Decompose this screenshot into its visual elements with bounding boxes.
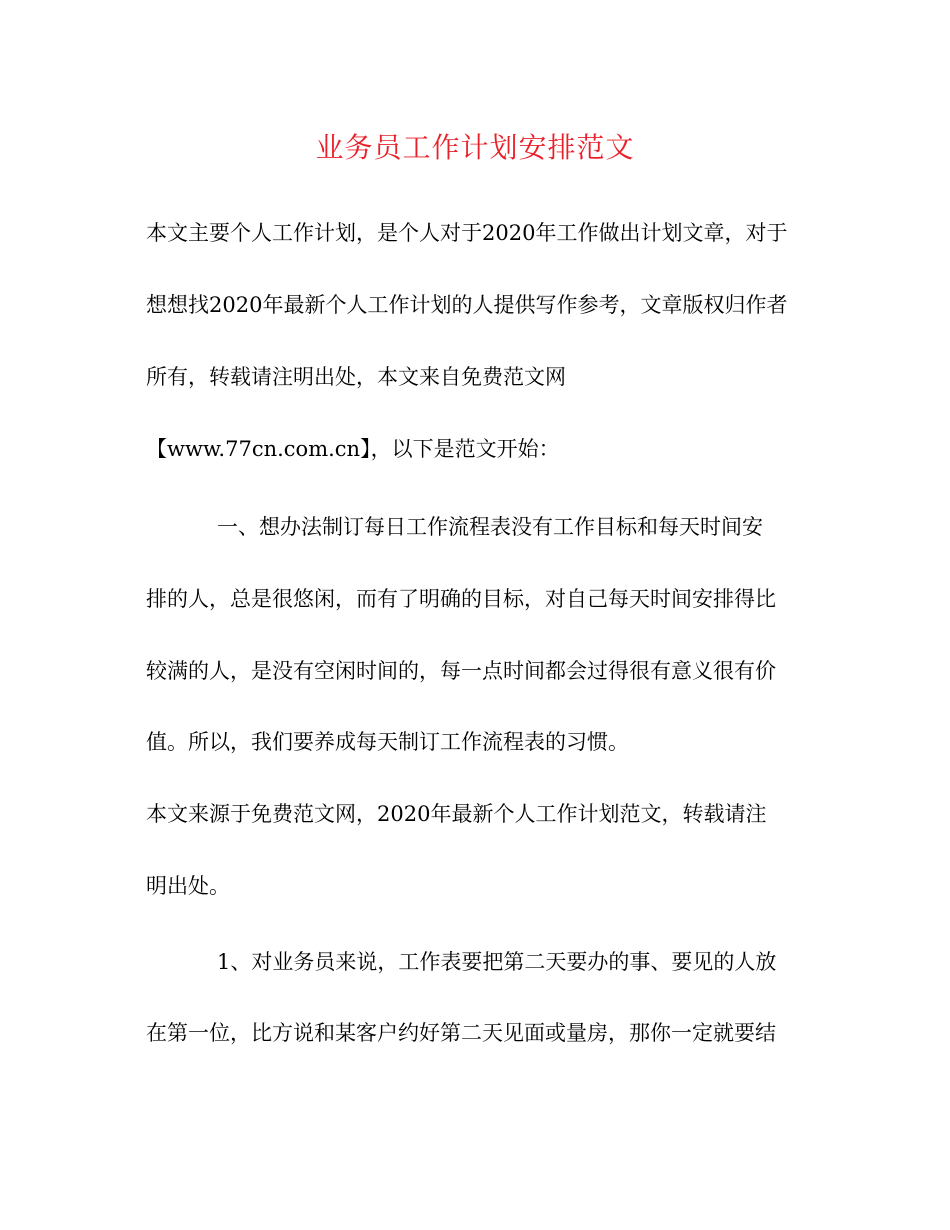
paragraph-line: 排的人，总是很悠闲，而有了明确的目标，对自己每天时间安排得比 <box>146 587 776 611</box>
paragraph-line: 在第一位，比方说和某客户约好第二天见面或量房，那你一定就要结 <box>146 1021 776 1045</box>
section-heading-line: 一、想办法制订每日工作流程表没有工作目标和每天时间安 <box>217 515 763 539</box>
source-note-line: 明出处。 <box>146 874 230 898</box>
paragraph-line: 值。所以，我们要养成每天制订工作流程表的习惯。 <box>146 730 629 754</box>
document-title: 业务员工作计划安排范文 <box>315 131 635 164</box>
paragraph-line: 本文主要个人工作计划，是个人对于2020年工作做出计划文章，对于 <box>146 221 788 245</box>
paragraph-line: 所有，转载请注明出处，本文来自免费范文网 <box>146 365 566 389</box>
paragraph-line: 较满的人，是没有空闲时间的，每一点时间都会过得很有意义很有价 <box>146 659 776 683</box>
paragraph-line: 【www.77cn.com.cn】，以下是范文开始： <box>146 437 560 461</box>
list-item-line: 1、对业务员来说，工作表要把第二天要办的事、要见的人放 <box>217 950 777 974</box>
paragraph-line: 想想找2020年最新个人工作计划的人提供写作参考，文章版权归作者 <box>146 293 788 317</box>
source-note-line: 本文来源于免费范文网，2020年最新个人工作计划范文，转载请注 <box>146 802 767 826</box>
